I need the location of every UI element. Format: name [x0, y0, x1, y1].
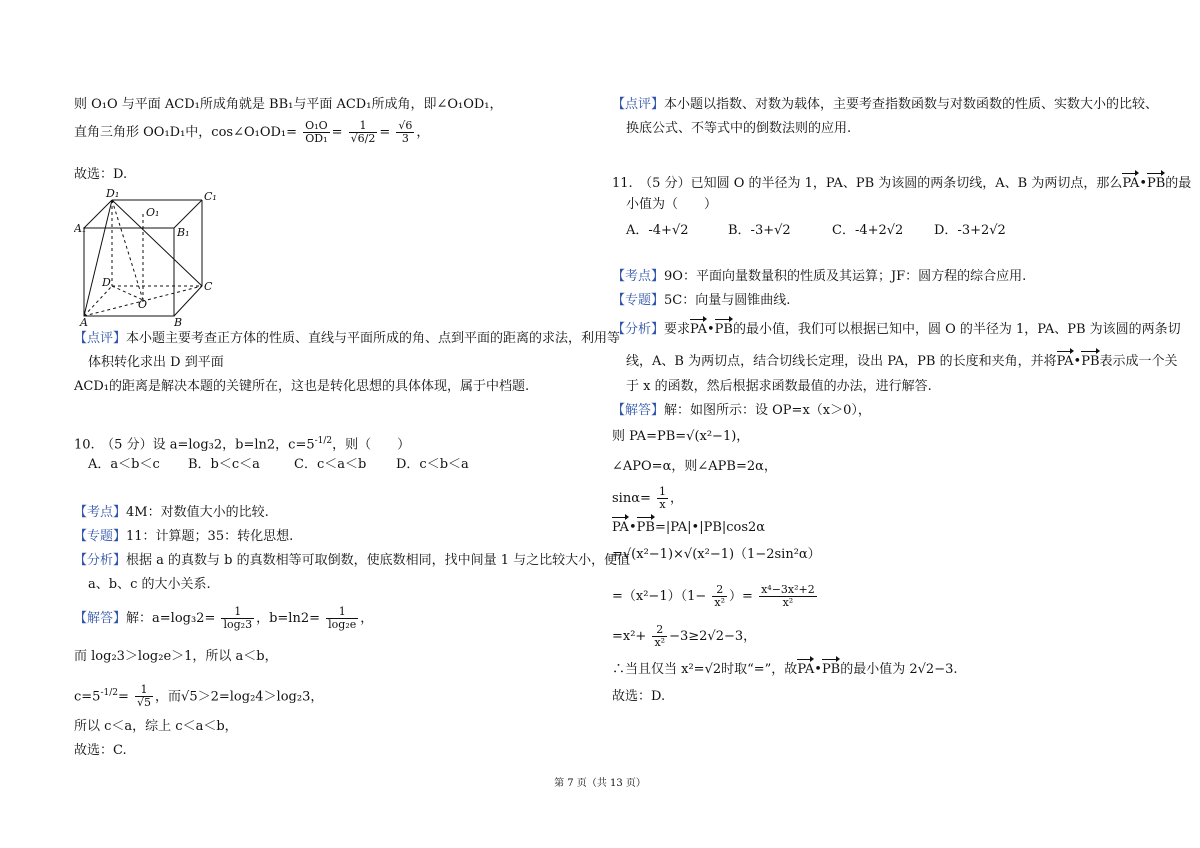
- cube-figure: [74, 188, 224, 328]
- fenxi-line: [74, 552, 630, 570]
- text: 线，A、B 为两切点，结合切线长定理，设出 PA，PB 的长度和夹角，并将: [626, 354, 1057, 369]
- text: =x²+: [612, 629, 647, 644]
- numerator: 1: [349, 120, 378, 133]
- fraction: [221, 606, 254, 631]
- tag-label: 【分析】: [612, 322, 665, 337]
- text-line: 故选：D.: [612, 689, 666, 704]
- fraction: [712, 584, 727, 609]
- denominator: log₂e: [328, 618, 357, 631]
- question-11: [612, 172, 1191, 193]
- text: =: [117, 689, 129, 705]
- text: ，而√5＞2=log₂4＞log₂3，: [155, 689, 324, 705]
- vector-pa: PA: [797, 658, 814, 679]
- tag-label: 【解答】: [612, 403, 665, 418]
- option-c: C．c＜a＜b: [294, 457, 367, 472]
- text-line: 于 x 的函数，然后根据求函数最值的办法，进行解答.: [626, 379, 932, 394]
- fraction: [759, 584, 817, 609]
- tag-label: 【考点】: [74, 505, 127, 520]
- text-line: 所以 c＜a，综上 c＜a＜b，: [74, 719, 238, 734]
- front-face: [84, 228, 174, 316]
- vector-pa: PA: [612, 516, 629, 537]
- text: ，: [670, 491, 684, 506]
- denominator: √5: [137, 696, 152, 710]
- edge-AD1: [84, 200, 112, 316]
- fraction: [135, 684, 153, 709]
- tag-label: 【点评】: [612, 97, 665, 112]
- tag-label: 【考点】: [612, 269, 665, 284]
- text-line: ACD₁的距离是解决本题的关键所在，这也是转化思想的具体体现，属于中档题.: [74, 379, 530, 394]
- fraction: [652, 624, 667, 649]
- denominator: x: [659, 498, 666, 511]
- option-d: D．-3+2√2: [934, 223, 1006, 238]
- option-d: D．c＜b＜a: [396, 457, 469, 472]
- fraction: [326, 606, 358, 631]
- jieda-line: [74, 606, 373, 631]
- vector-pb: PB: [1147, 172, 1165, 193]
- text-line: 换底公式、不等式中的倒数法则的应用.: [626, 121, 852, 136]
- text: −3≥2√2−3，: [669, 629, 757, 644]
- option-a: A．a＜b＜c: [88, 457, 160, 472]
- numerator: 2: [652, 624, 667, 637]
- tag-label: 【专题】: [612, 293, 665, 308]
- option-a: A．-4+√2: [626, 223, 689, 238]
- text: 11：计算题；35：转化思想.: [126, 529, 294, 544]
- tag-label: 【专题】: [74, 529, 127, 544]
- text-line: 体积转化求出 D 到平面: [88, 355, 224, 370]
- denominator: x²: [782, 596, 794, 609]
- text: 11. （5 分）已知圆 O 的半径为 1，PA、PB 为该圆的两条切线，A、B 为两切点，那么: [612, 176, 1123, 191]
- label-O: O: [138, 298, 148, 311]
- exponent: -1/2: [100, 688, 118, 698]
- label-O1: O₁: [146, 206, 160, 219]
- option-b: B．-3+√2: [728, 223, 791, 238]
- text: •: [706, 322, 715, 337]
- text: 9O：平面向量数量积的性质及其运算；JF：圆方程的综合应用.: [664, 269, 1027, 284]
- tag-label: 【解答】: [74, 611, 127, 626]
- denominator: √6/2: [350, 132, 376, 145]
- text: 的最小值为 2√2−3.: [840, 662, 958, 677]
- numerator: x⁴−3x²+2: [761, 583, 815, 596]
- zhuanti-line: [74, 528, 293, 546]
- hidden-edge: [84, 286, 112, 316]
- numerator: 2: [712, 584, 727, 597]
- text: 解：a=log₃2=: [126, 611, 216, 626]
- cos-formula-line: 直角三角形 OO₁D₁中，cos∠O₁OD₁= $\frac{\text{O₁O}}{\text{OD₁}}$ = $\frac{1}{√6/2}$ = $\frac{√6}{3}$ ，: [74, 119, 430, 145]
- numerator: 1: [326, 606, 358, 619]
- text: ，则（ ）: [332, 437, 411, 453]
- text: 本小题主要考查正方体的性质、直线与平面所成的角、点到平面的距离的求法，利用等: [126, 331, 621, 346]
- numerator: 1: [135, 684, 153, 697]
- tag-label: 【分析】: [74, 553, 127, 568]
- text: •: [1073, 354, 1082, 369]
- text-line: ∠APO=α，则∠APB=2α，: [612, 459, 777, 474]
- conclusion-line: [612, 658, 958, 679]
- label-B: B: [174, 316, 183, 328]
- text: 5C：向量与圆锥曲线.: [664, 293, 791, 308]
- exponent: -1/2: [314, 436, 333, 446]
- denominator: log₂3: [223, 618, 253, 631]
- fenxi-line: [612, 318, 1181, 339]
- text-line: 则 O₁O 与平面 ACD₁所成角就是 BB₁与平面 ACD₁所成角，即∠O₁OD₁，: [74, 97, 503, 112]
- text: 的最小值，我们可以根据已知中，圆 O 的半径为 1，PA、PB 为该圆的两条切: [732, 322, 1181, 337]
- text: 的最: [1165, 176, 1192, 191]
- jieda-line: [612, 402, 871, 420]
- label-B1: B₁: [177, 226, 190, 239]
- vector-pa: PA: [1122, 172, 1139, 193]
- fraction: [396, 120, 414, 145]
- question-10: [74, 432, 410, 454]
- kaodian-line: [74, 504, 269, 522]
- text: •: [628, 520, 637, 535]
- vector-pb: PB: [1081, 350, 1099, 371]
- text-line: 故选：D.: [74, 167, 128, 182]
- numerator: 1: [221, 606, 254, 619]
- vector-pa: PA: [1057, 350, 1074, 371]
- fraction: [303, 120, 329, 145]
- text-line: 而 log₂3＞log₂e＞1，所以 a＜b，: [74, 649, 278, 664]
- vector-product-line: [612, 516, 765, 537]
- text: 根据 a 的真数与 b 的真数相等可取倒数，使底数相同，找中间量 1 与之比较大小，便值: [126, 553, 631, 568]
- vector-pa: PA: [690, 318, 707, 339]
- text-line: a、b、c 的大小关系.: [88, 577, 211, 592]
- label-D1: D₁: [106, 188, 120, 200]
- text: 表示成一个关: [1099, 354, 1178, 369]
- option-c: C．-4+2√2: [832, 223, 904, 238]
- dianping-line: [612, 96, 1158, 114]
- text: 直角三角形 OO₁D₁中，cos∠O₁OD₁=: [74, 125, 298, 140]
- text: sinα=: [612, 491, 651, 506]
- text: 要求: [664, 322, 691, 337]
- denominator: x²: [654, 636, 666, 649]
- text: •: [1139, 176, 1147, 191]
- label-C: C: [204, 280, 213, 293]
- text: =（x²−1）（1−: [612, 589, 707, 604]
- text: 本小题以指数、对数为载体，主要考查指数函数与对数函数的性质、实数大小的比较、: [664, 97, 1159, 112]
- text-line: 小值为（ ）: [626, 197, 718, 212]
- numerator: 1: [659, 485, 667, 498]
- fraction: [657, 486, 668, 511]
- text: ，: [360, 611, 374, 626]
- vector-pb: PB: [715, 318, 733, 339]
- text: 10. （5 分）设 a=log₃2，b=ln2，c=5: [74, 437, 315, 453]
- c-value-line: [74, 684, 323, 709]
- inequality-line: [612, 624, 756, 649]
- text: •: [814, 662, 822, 677]
- text-line: 故选：C.: [74, 743, 127, 758]
- edge: [174, 286, 202, 316]
- tag-label: 【点评】: [74, 331, 127, 346]
- text: c=5: [74, 689, 101, 705]
- text: 解：如图所示：设 OP=x（x＞0），: [664, 403, 871, 418]
- text: 4M：对数值大小的比较.: [126, 505, 269, 520]
- comment-line: [74, 330, 620, 348]
- denominator: x²: [714, 596, 726, 609]
- text: =|PA|•|PB|cos2α: [654, 520, 766, 535]
- label-A1: A₁: [74, 222, 87, 235]
- numerator: O₁O: [305, 119, 328, 132]
- sin-line: [612, 486, 683, 511]
- text: ∴当且仅当 x²=√2时取“=”，故: [612, 662, 798, 677]
- edge: [84, 200, 112, 228]
- text-line: [626, 350, 1178, 371]
- label-C1: C₁: [204, 190, 217, 203]
- vector-pb: PB: [822, 658, 840, 679]
- kaodian-line: [612, 268, 1026, 286]
- label-A: A: [80, 316, 88, 328]
- text: ）=: [729, 589, 753, 604]
- text: ，b=ln2=: [256, 611, 320, 626]
- zhuanti-line: [612, 292, 790, 310]
- text-line: 则 PA=PB=√(x²−1)，: [612, 429, 750, 444]
- label-D: D: [102, 276, 111, 289]
- numerator: √6: [398, 119, 413, 132]
- edge: [174, 200, 202, 228]
- option-b: B．b＜c＜a: [188, 457, 260, 472]
- fraction: [349, 120, 378, 145]
- denominator: OD₁: [305, 132, 328, 145]
- page-footer: 第 7 页（共 13 页）: [554, 778, 646, 789]
- expand-line: [612, 584, 819, 609]
- text-line: =√(x²−1)×√(x²−1)（1−2sin²α）: [612, 547, 821, 562]
- vector-pb: PB: [637, 516, 655, 537]
- denominator: 3: [401, 132, 409, 145]
